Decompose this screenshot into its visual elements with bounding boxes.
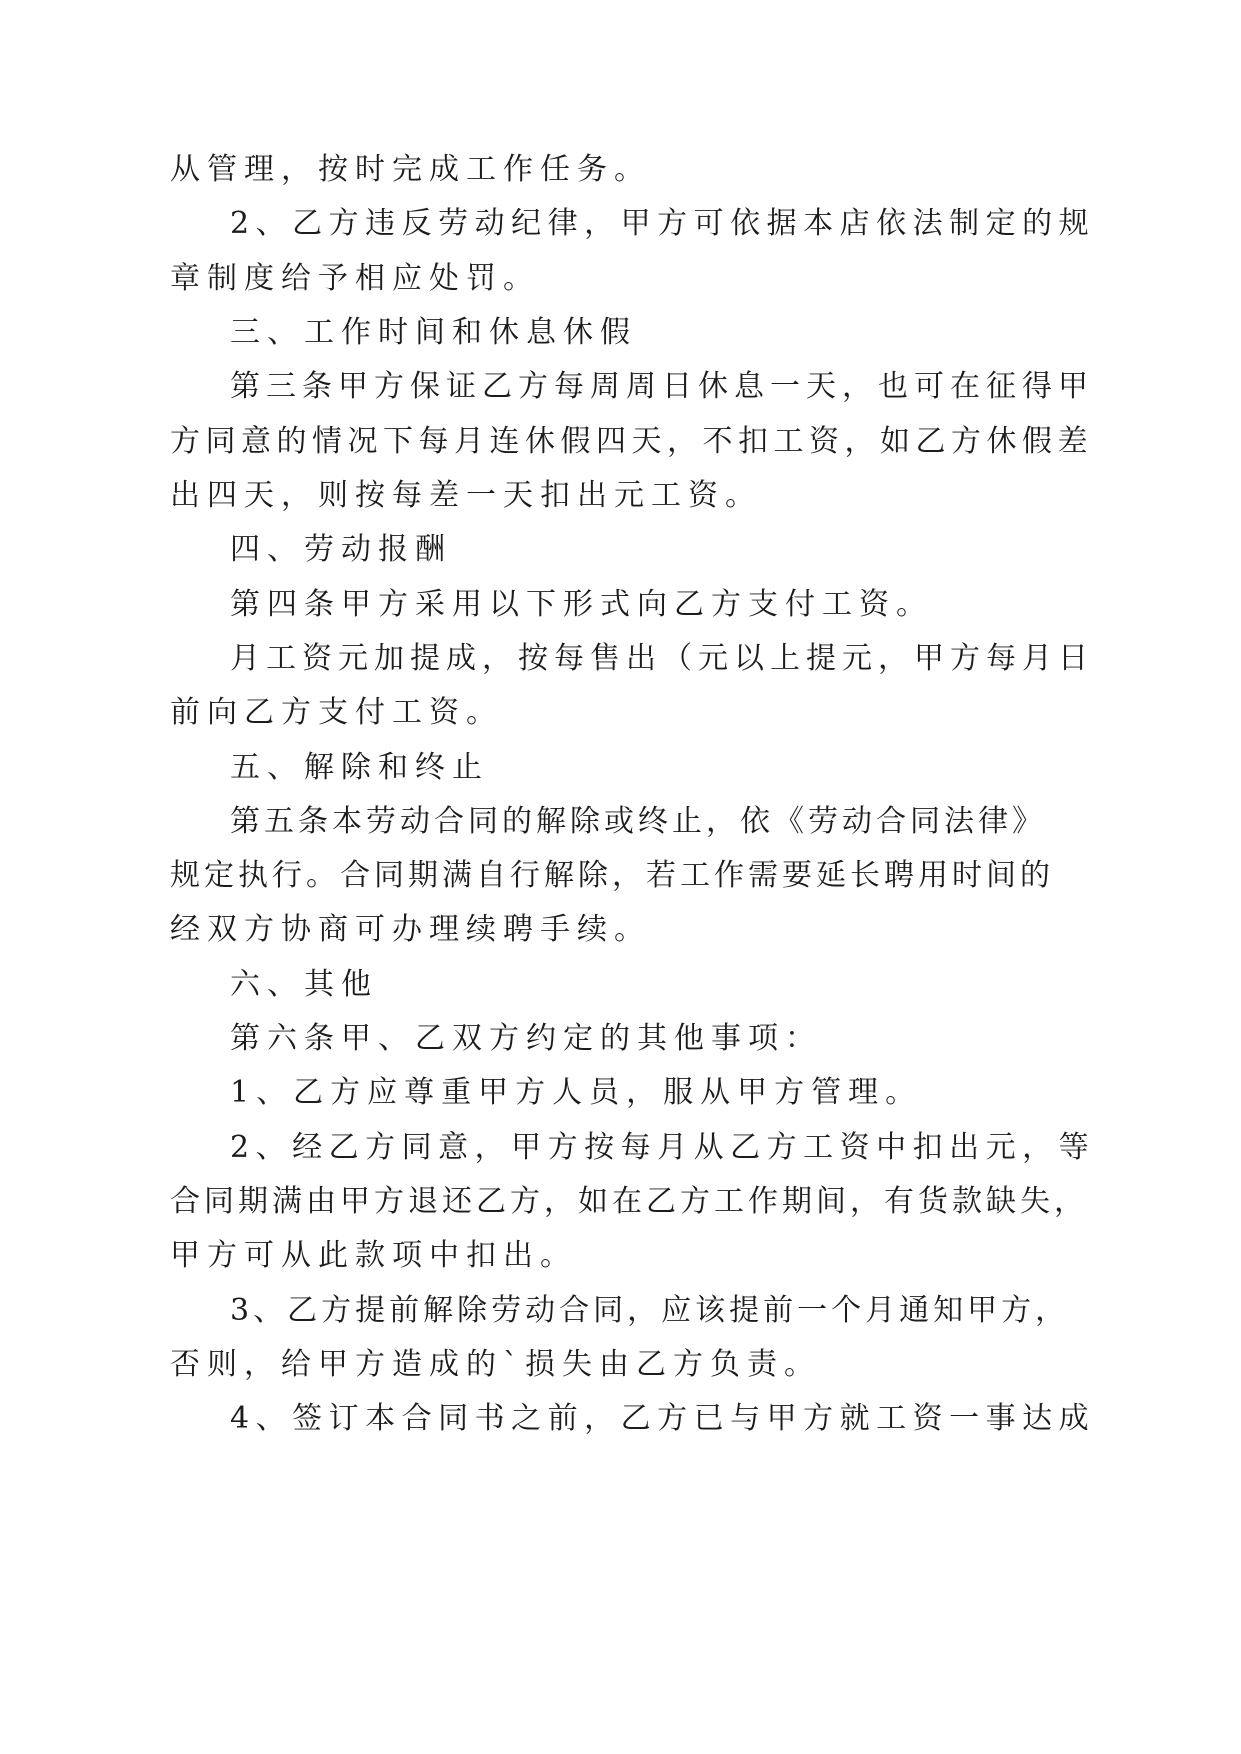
text-line: 合同期满由甲方退还乙方，如在乙方工作期间，有货款缺失， bbox=[170, 1184, 1088, 1219]
text-line: 第六条甲、乙双方约定的其他事项： bbox=[230, 1021, 822, 1056]
text-line: 2、经乙方同意，甲方按每月从乙方工资中扣出元，等 bbox=[230, 1130, 1096, 1165]
text-line: 前向乙方支付工资。 bbox=[170, 695, 503, 730]
text-line: 从管理，按时完成工作任务。 bbox=[170, 152, 651, 187]
text-line: 规定执行。合同期满自行解除，若工作需要延长聘用时间的 bbox=[170, 858, 1054, 893]
section-heading: 五、解除和终止 bbox=[230, 750, 489, 785]
text-line: 4、签订本合同书之前，乙方已与甲方就工资一事达成 bbox=[230, 1401, 1096, 1436]
text-line: 第四条甲方采用以下形式向乙方支付工资。 bbox=[230, 587, 933, 622]
text-line: 否则，给甲方造成的`损失由乙方负责。 bbox=[170, 1347, 821, 1382]
section-heading: 六、其他 bbox=[230, 967, 378, 1002]
text-line: 第三条甲方保证乙方每周周日休息一天，也可在征得甲 bbox=[230, 369, 1094, 404]
text-line: 出四天，则按每差一天扣出元工资。 bbox=[170, 478, 762, 513]
section-heading: 三、工作时间和休息休假 bbox=[230, 315, 637, 350]
text-line: 第五条本劳动合同的解除或终止，依《劳动合同法律》 bbox=[230, 804, 1046, 839]
text-line: 1、乙方应尊重甲方人员，服从甲方管理。 bbox=[230, 1075, 923, 1110]
text-line: 2、乙方违反劳动纪律，甲方可依据本店依法制定的规 bbox=[230, 206, 1096, 241]
text-line: 甲方可从此款项中扣出。 bbox=[170, 1238, 577, 1273]
text-line: 月工资元加提成，按每售出（元以上提元，甲方每月日 bbox=[230, 641, 1094, 676]
text-line: 3、乙方提前解除劳动合同，应该提前一个月通知甲方， bbox=[230, 1293, 1070, 1328]
text-line: 经双方协商可办理续聘手续。 bbox=[170, 912, 651, 947]
text-line: 章制度给予相应处罚。 bbox=[170, 261, 540, 296]
text-line: 方同意的情况下每月连休假四天，不扣工资，如乙方休假差 bbox=[170, 424, 1093, 459]
section-heading: 四、劳动报酬 bbox=[230, 532, 452, 567]
